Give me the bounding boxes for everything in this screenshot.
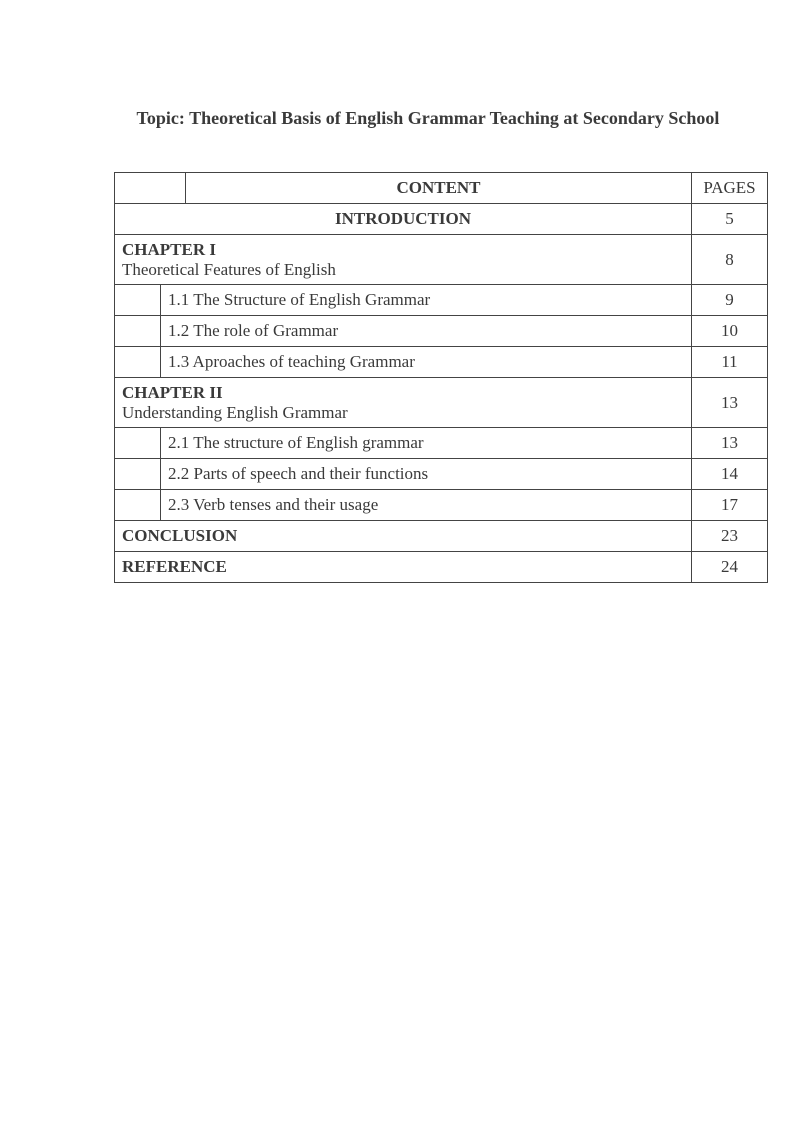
section-label: 2.1 The structure of English grammar [161,428,692,459]
indent-cell [115,490,161,521]
pages-header: PAGES [692,173,768,204]
chapter1-subtitle: Theoretical Features of English [122,259,336,279]
toc-row-introduction [115,204,768,235]
content-header: CONTENT [186,173,692,204]
toc-row-section-1-1 [115,285,768,316]
reference-label: REFERENCE [115,552,692,583]
table-of-contents [114,172,768,583]
section-page: 17 [692,490,768,521]
toc-row-section-1-3 [115,347,768,378]
section-label: 2.3 Verb tenses and their usage [161,490,692,521]
section-page: 9 [692,285,768,316]
indent-cell [115,459,161,490]
section-label: 2.2 Parts of speech and their functions [161,459,692,490]
toc-row-section-2-1 [115,428,768,459]
chapter2-cell [115,378,692,428]
conclusion-label: CONCLUSION [115,521,692,552]
section-page: 10 [692,316,768,347]
toc-header-row [115,173,768,204]
chapter2-label: CHAPTER II [122,382,223,402]
section-label: 1.3 Aproaches of teaching Grammar [161,347,692,378]
conclusion-page: 23 [692,521,768,552]
chapter2-subtitle: Understanding English Grammar [122,402,348,422]
section-label: 1.2 The role of Grammar [161,316,692,347]
section-page: 13 [692,428,768,459]
reference-page: 24 [692,552,768,583]
toc-row-section-1-2 [115,316,768,347]
toc-row-chapter1 [115,235,768,285]
header-blank-cell [115,173,186,204]
chapter1-page: 8 [692,235,768,285]
chapter1-cell [115,235,692,285]
section-page: 14 [692,459,768,490]
section-label: 1.1 The Structure of English Grammar [161,285,692,316]
introduction-label: INTRODUCTION [115,204,692,235]
toc-row-conclusion [115,521,768,552]
indent-cell [115,316,161,347]
page-title: Topic: Theoretical Basis of English Grammar Teaching at Secondary School [136,108,720,128]
toc-row-chapter2 [115,378,768,428]
section-page: 11 [692,347,768,378]
chapter2-page: 13 [692,378,768,428]
chapter1-label: CHAPTER I [122,239,216,259]
toc-row-reference [115,552,768,583]
indent-cell [115,285,161,316]
indent-cell [115,428,161,459]
introduction-page: 5 [692,204,768,235]
indent-cell [115,347,161,378]
toc-row-section-2-3 [115,490,768,521]
toc-row-section-2-2 [115,459,768,490]
